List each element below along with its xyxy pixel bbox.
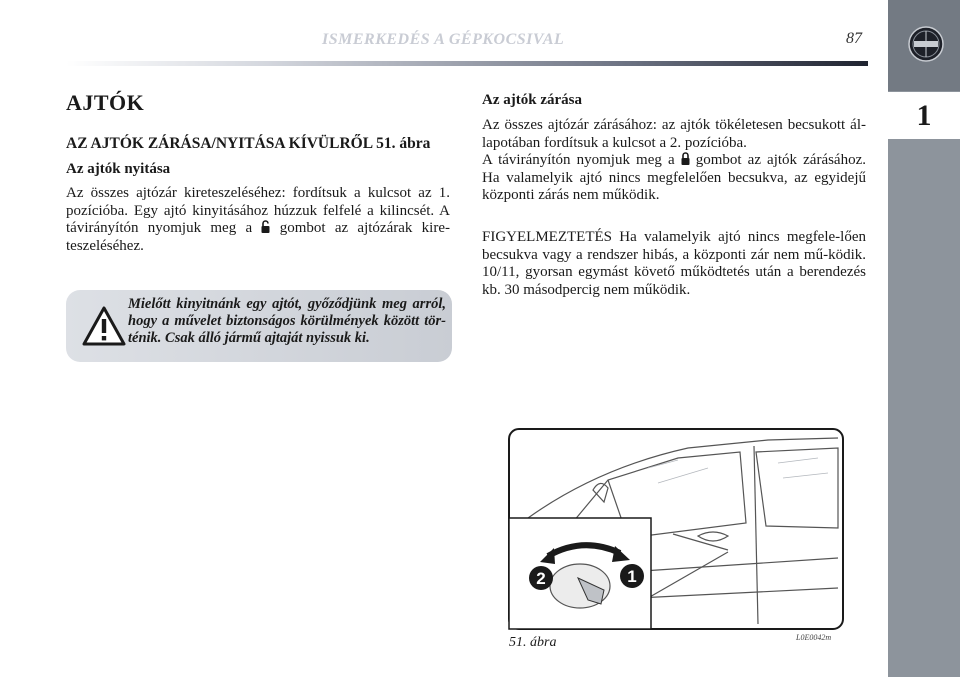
warning-text: Mielőtt kinyitnánk egy ajtót, győződjünk meg arról, hogy a művelet biztonságos körülmények között tör-ténik. Csak álló jármű ajtaját nyissuk ki. xyxy=(128,296,446,346)
opening-paragraph: Az összes ajtózár kireteszeléséhez: fordítsuk a kulcsot az 1. pozícióba. Egy ajtó kinyitásához húzzuk felfelé a kilincsét. A távirányítón nyomjuk meg a gombot az ajtózárak kire-teszeléséhez. xyxy=(66,185,450,254)
lancia-logo-icon xyxy=(908,26,944,62)
closing-paragraph: Az összes ajtózár zárásához: az ajtók tökéletesen becsukott ál-lapotában fordítsuk a kulcsot a 2. pozícióba. A távirányítón nyomjuk meg a gombot az ajtók zárásához. Ha valamelyik ajtó nincs megfelelően becsukva, az egyidejű központi zárás nem működik. xyxy=(482,117,867,203)
running-header-title: ISMERKEDÉS A GÉPKOCSIVAL xyxy=(322,31,565,48)
lock-icon xyxy=(681,152,690,165)
closing-title: Az ajtók zárása xyxy=(482,92,582,108)
marker-1: 1 xyxy=(627,567,637,586)
figure-code: L0E0042m xyxy=(796,633,832,642)
warning-triangle-icon xyxy=(82,306,126,346)
notice-paragraph: FIGYELMEZTETÉS Ha valamelyik ajtó nincs megfele-lően becsukva vagy a rendszer hibás, a központi zár nem mű-ködik. 10/11, gyorsan egymást követő működtetés után a berendezés kb. 30 másodpercig nem működik. xyxy=(482,229,866,298)
door-key-illustration xyxy=(508,428,844,630)
opening-title: Az ajtók nyitása xyxy=(66,161,171,177)
marker-2: 2 xyxy=(536,569,546,588)
subsection-heading: AZ AJTÓK ZÁRÁSA/NYITÁSA KÍVÜLRŐL 51. ábra xyxy=(66,135,431,152)
figure-caption: 51. ábra xyxy=(509,635,557,650)
chapter-number: 1 xyxy=(916,99,932,132)
section-heading: AJTÓK xyxy=(66,90,145,115)
header-rule xyxy=(66,61,868,66)
page-number: 87 xyxy=(846,30,862,47)
